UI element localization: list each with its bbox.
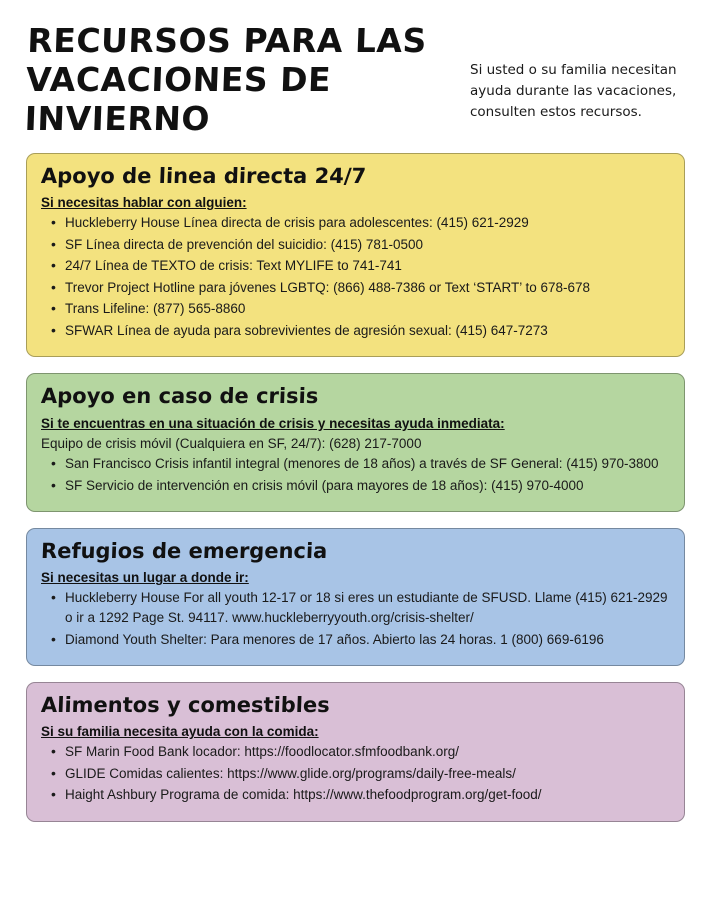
card-emergency-shelters bbox=[26, 528, 685, 666]
list-item: • SF Línea directa de prevención del suicidio: (415) 781-0500 bbox=[63, 235, 670, 255]
resource-list bbox=[41, 742, 670, 805]
list-item: • SFWAR Línea de ayuda para sobrevivientes de agresión sexual: (415) 647-7273 bbox=[63, 321, 670, 341]
resource-list bbox=[41, 454, 670, 495]
card-title: Alimentos y comestibles bbox=[40, 693, 331, 718]
list-item: • Haight Ashbury Programa de comida: https://www.thefoodprogram.org/get-food/ bbox=[63, 785, 670, 805]
card-food-groceries bbox=[26, 682, 685, 822]
list-item: • SF Marin Food Bank locador: https://foodlocator.sfmfoodbank.org/ bbox=[63, 742, 670, 762]
list-item: • San Francisco Crisis infantil integral (menores de 18 años) a través de SF General: (415) 970-3800 bbox=[63, 454, 670, 474]
list-item: • Trevor Project Hotline para jóvenes LGBTQ: (866) 488-7386 or Text ‘START’ to 678-678 bbox=[63, 278, 670, 298]
list-item: • Huckleberry House Línea directa de crisis para adolescentes: (415) 621-2929 bbox=[63, 213, 670, 233]
resource-list bbox=[41, 588, 670, 649]
list-item: • GLIDE Comidas calientes: https://www.glide.org/programs/daily-free-meals/ bbox=[63, 764, 670, 784]
card-plain-line: Equipo de crisis móvil (Cualquiera en SF, 24/7): (628) 217-7000 bbox=[41, 435, 422, 451]
card-title: Apoyo en caso de crisis bbox=[40, 384, 319, 409]
card-lead: Si necesitas un lugar a donde ir: bbox=[41, 570, 249, 586]
card-lead: Si necesitas hablar con alguien: bbox=[41, 195, 247, 210]
resource-list bbox=[41, 213, 670, 340]
list-item: • Diamond Youth Shelter: Para menores de 17 años. Abierto las 24 horas. 1 (800) 669-6196 bbox=[63, 630, 670, 650]
card-lead: Si te encuentras en una situación de crisis y necesitas ayuda inmediata: bbox=[41, 415, 505, 431]
card-hotline-support bbox=[26, 153, 685, 358]
card-title: Refugios de emergencia bbox=[40, 539, 328, 564]
list-item: • Trans Lifeline: (877) 565-8860 bbox=[63, 299, 670, 319]
card-lead: Si su familia necesita ayuda con la comida: bbox=[41, 724, 319, 740]
page-subtitle: Si usted o su familia necesitan ayuda durante las vacaciones, consulten estos recursos. bbox=[470, 62, 677, 120]
list-item: • SF Servicio de intervención en crisis móvil (para mayores de 18 años): (415) 970-4000 bbox=[63, 476, 670, 496]
card-title: Apoyo de linea directa 24/7 bbox=[40, 163, 367, 188]
card-crisis-support bbox=[26, 373, 685, 512]
header bbox=[23, 21, 685, 139]
page-title: RECURSOS PARA LAS VACACIONES DE INVIERNO bbox=[23, 21, 428, 138]
list-item: • Huckleberry House For all youth 12-17 or 18 si eres un estudiante de SFUSD. Llame (415) 621-2929 o ir a 1292 Page St. 94117. www.huckleberryyouth.org/crisis-shelter/ bbox=[63, 588, 670, 627]
title-block bbox=[23, 21, 456, 139]
list-item: • 24/7 Línea de TEXTO de crisis: Text MYLIFE to 741-741 bbox=[63, 256, 670, 276]
